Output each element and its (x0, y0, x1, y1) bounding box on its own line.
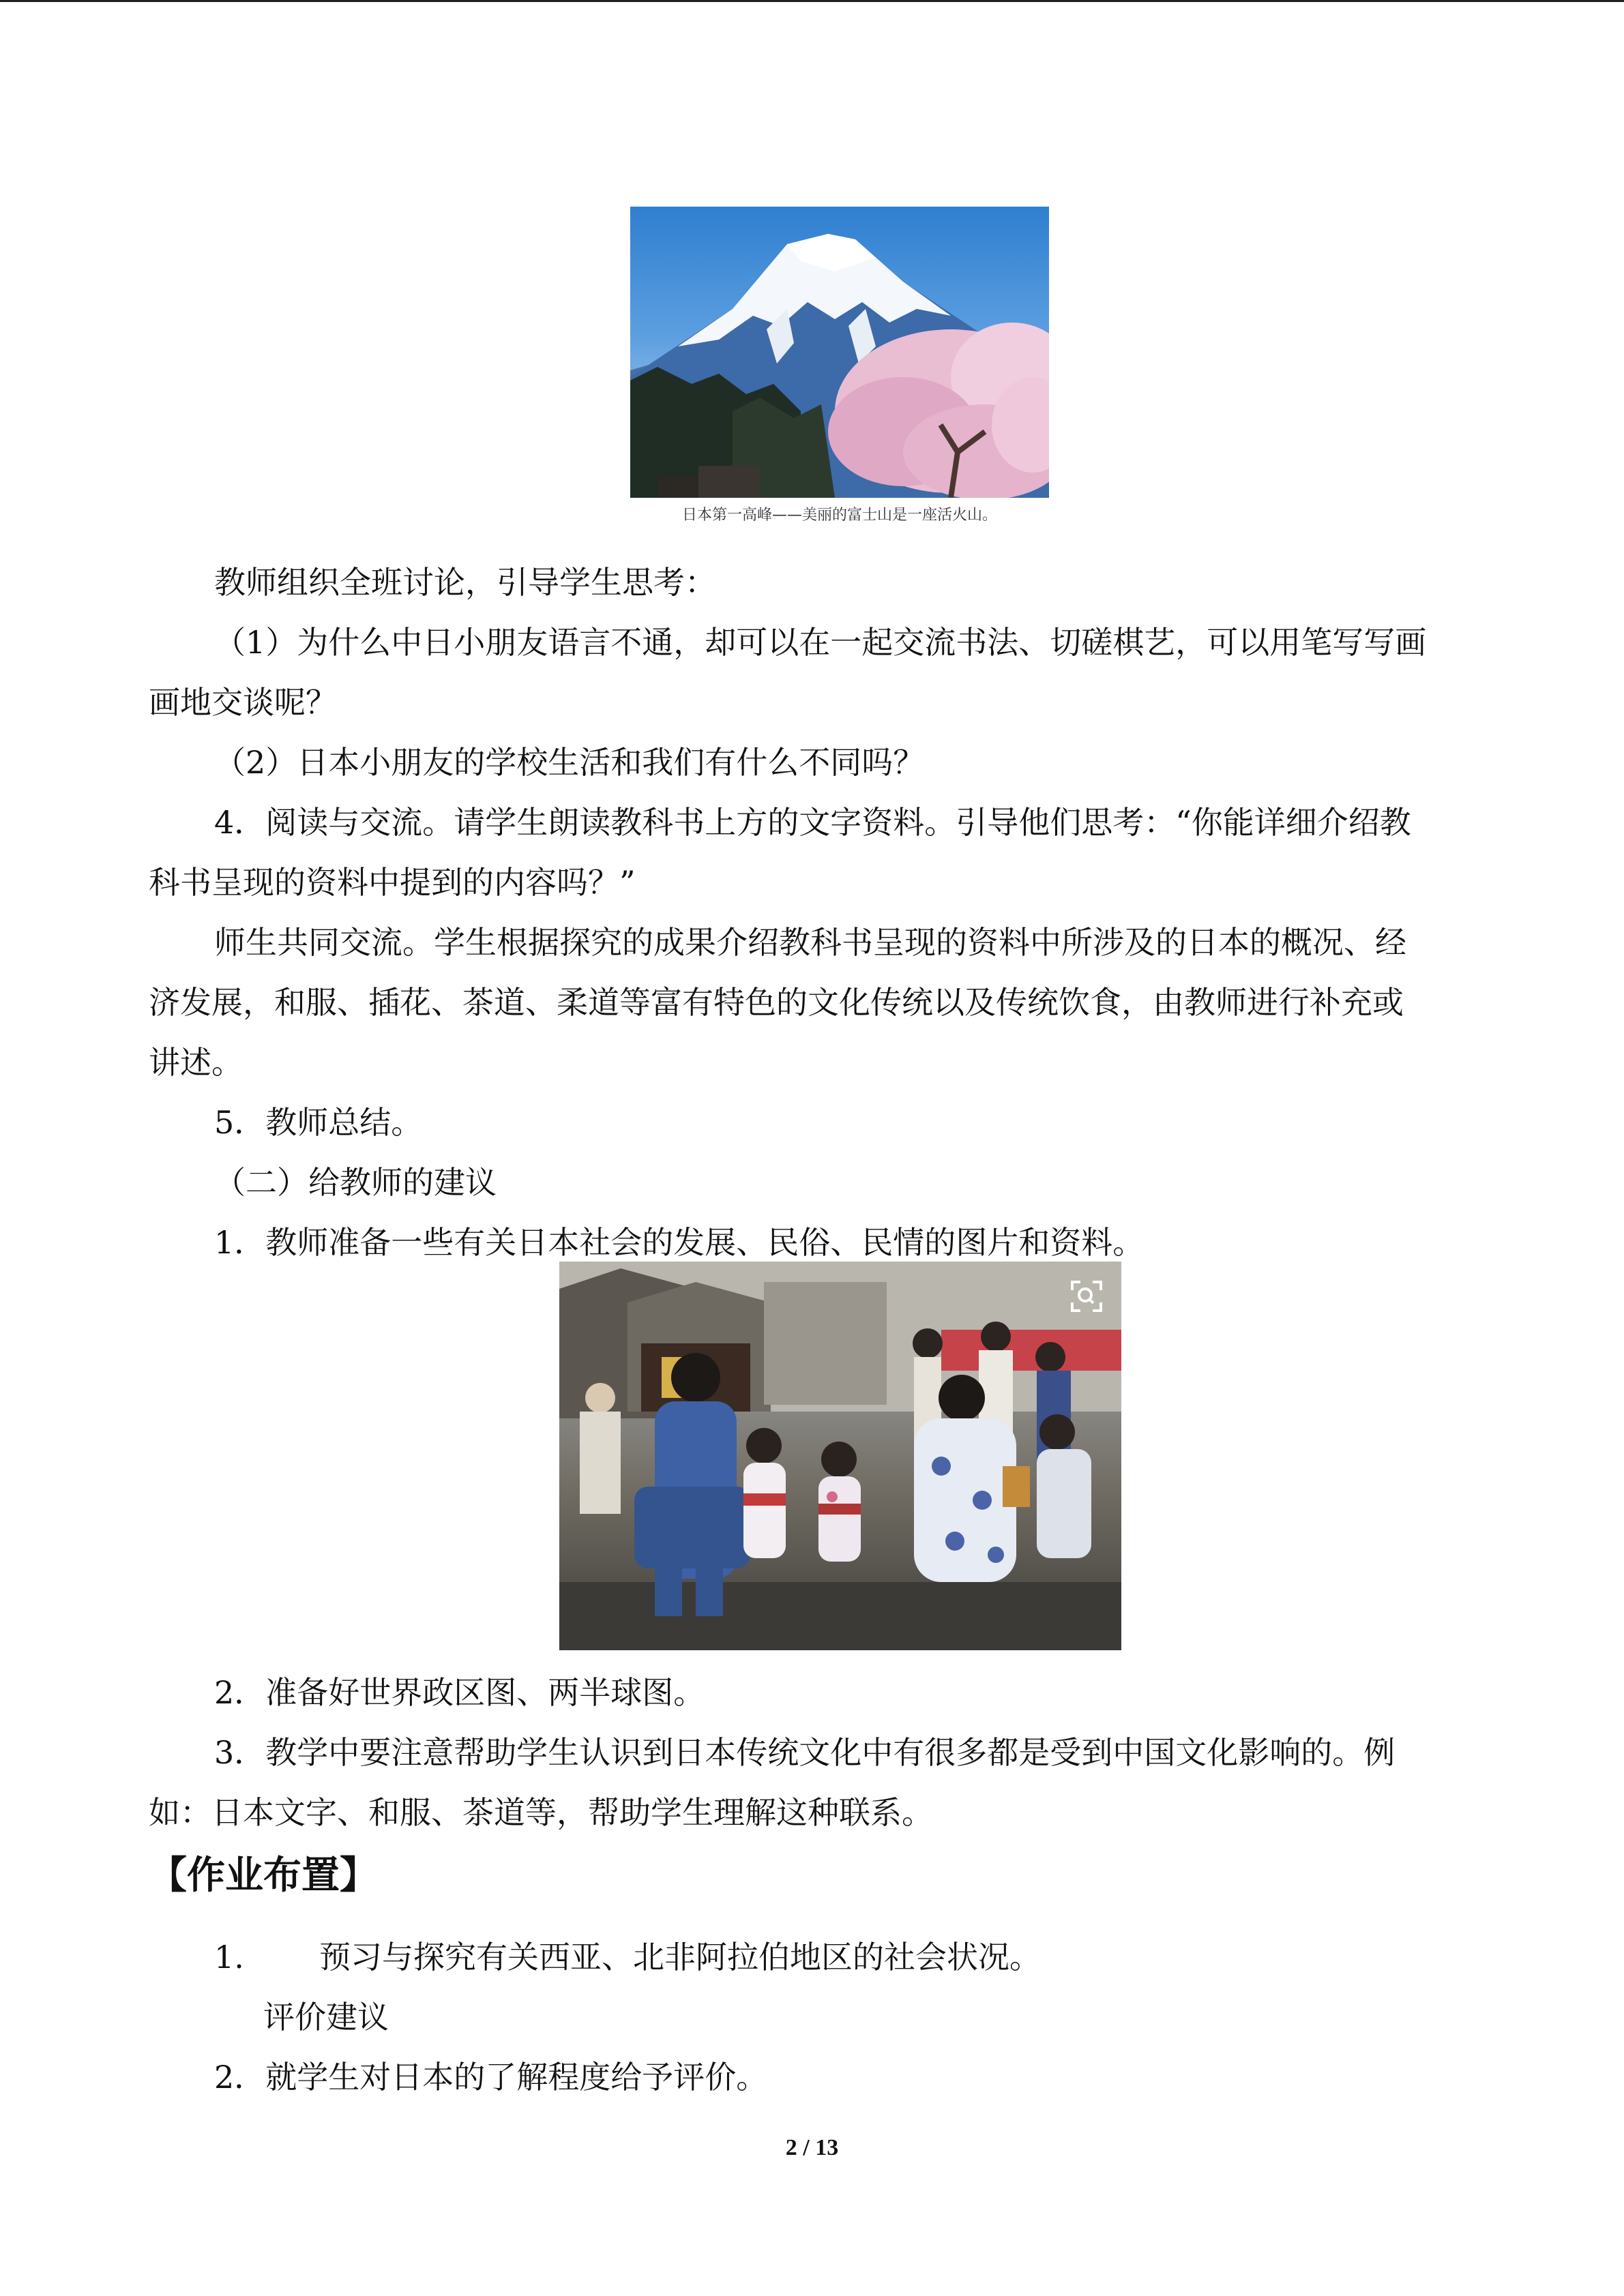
festival-illustration (559, 1262, 1121, 1650)
exchange-line-3: 讲述。 (149, 1044, 243, 1081)
page-number: 2 / 13 (785, 2135, 839, 2160)
mountain-illustration (630, 207, 1049, 498)
festival-photo (559, 1262, 1121, 1650)
homework-heading: 【作业布置】 (149, 1853, 378, 1898)
step-4-line-1: 4．阅读与交流。请学生朗读教科书上方的文字资料。引导他们思考：“你能详细介绍教 (214, 804, 1411, 841)
figure-caption: 日本第一高峰——美丽的富士山是一座活火山。 (681, 507, 997, 524)
suggestion-3-line-1: 3．教学中要注意帮助学生认识到日本传统文化中有很多都是受到中国文化影响的。例 (214, 1734, 1396, 1771)
evaluation-label: 评价建议 (263, 1999, 389, 2036)
step-5-summary: 5．教师总结。 (214, 1104, 423, 1141)
homework-item-1-text: 预习与探究有关西亚、北非阿拉伯地区的社会状况。 (319, 1939, 1041, 1976)
section-teacher-suggestions: （二）给教师的建议 (214, 1164, 497, 1201)
question-2: （2）日本小朋友的学校生活和我们有什么不同吗？ (214, 744, 925, 781)
paragraph-discussion-intro: 教师组织全班讨论，引导学生思考： (214, 564, 716, 601)
question-1-line-2: 画地交谈呢？ (149, 684, 337, 721)
homework-item-1-number: 1. (214, 1939, 244, 1976)
suggestion-1: 1．教师准备一些有关日本社会的发展、民俗、民情的图片和资料。 (214, 1224, 1145, 1261)
suggestion-3-line-2: 如：日本文字、和服、茶道等，帮助学生理解这种联系。 (149, 1794, 933, 1831)
step-4-line-2: 科书呈现的资料中提到的内容吗？” (149, 864, 636, 901)
zoom-search-icon[interactable] (1069, 1279, 1104, 1313)
page-top-border (0, 0, 1624, 2)
mountain-photo (630, 207, 1049, 498)
evaluation-item-2: 2．就学生对日本的了解程度给予评价。 (214, 2059, 768, 2096)
exchange-line-2: 济发展，和服、插花、茶道、柔道等富有特色的文化传统以及传统饮食，由教师进行补充或 (149, 984, 1404, 1021)
suggestion-2: 2．准备好世界政区图、两半球图。 (214, 1674, 705, 1711)
question-1-line-1: （1）为什么中日小朋友语言不通，却可以在一起交流书法、切磋棋艺，可以用笔写写画 (214, 624, 1427, 661)
exchange-line-1: 师生共同交流。学生根据探究的成果介绍教科书呈现的资料中所涉及的日本的概况、经 (214, 924, 1406, 961)
